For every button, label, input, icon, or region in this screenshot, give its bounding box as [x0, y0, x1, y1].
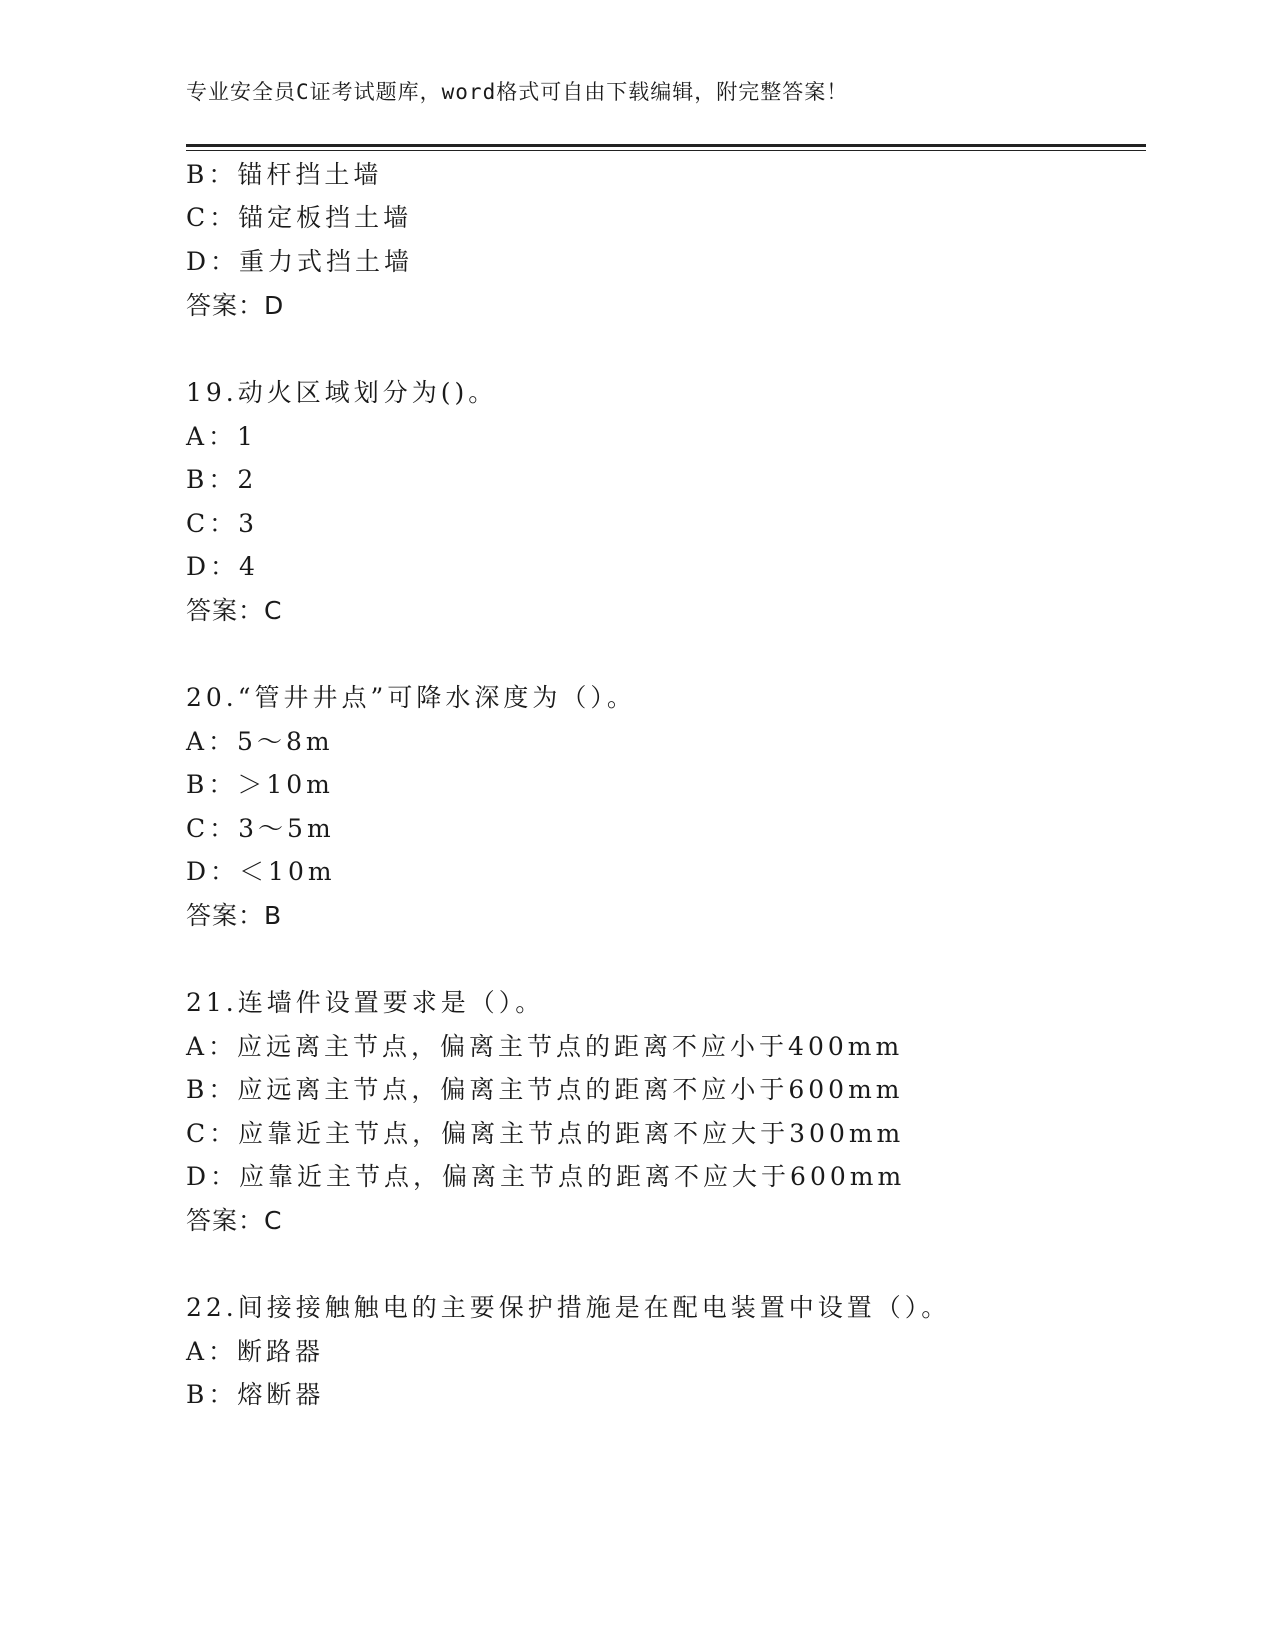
- question-stem: 22.间接接触触电的主要保护措施是在配电装置中设置（）。: [186, 1293, 951, 1322]
- answer: 答案：B: [186, 901, 283, 930]
- option-a: A：5～8m: [186, 727, 334, 756]
- answer: 答案：C: [186, 1206, 283, 1235]
- option-b: B：＞10m: [186, 770, 334, 799]
- option-b: B：熔断器: [186, 1380, 325, 1409]
- question-stem: 19.动火区域划分为()。: [186, 378, 498, 407]
- option-d: D：4: [186, 552, 259, 581]
- answer: 答案：D: [186, 291, 285, 320]
- option-c: C：锚定板挡土墙: [186, 203, 413, 232]
- option-b: B：锚杆挡土墙: [186, 160, 383, 189]
- option-a: A：应远离主节点，偏离主节点的距离不应小于400mm: [186, 1032, 904, 1061]
- question-stem: 20.“管井井点”可降水深度为（）。: [186, 683, 636, 712]
- option-d: D：应靠近主节点，偏离主节点的距离不应大于600mm: [186, 1162, 906, 1191]
- option-c: C：3～5m: [186, 814, 335, 843]
- answer: 答案：C: [186, 596, 283, 625]
- option-a: A：1: [186, 422, 257, 451]
- option-a: A：断路器: [186, 1337, 325, 1366]
- option-c: C：应靠近主节点，偏离主节点的距离不应大于300mm: [186, 1119, 905, 1148]
- option-d: D：重力式挡土墙: [186, 247, 414, 276]
- option-b: B：应远离主节点，偏离主节点的距离不应小于600mm: [186, 1075, 904, 1104]
- question-stem: 21.连墙件设置要求是（）。: [186, 988, 545, 1017]
- option-b: B：2: [186, 465, 258, 494]
- option-d: D：＜10m: [186, 857, 336, 886]
- option-c: C：3: [186, 509, 259, 538]
- header-divider-thick: [186, 144, 1146, 147]
- header-divider-thin: [186, 150, 1146, 151]
- page-header: 专业安全员C证考试题库，word格式可自由下载编辑，附完整答案！: [186, 80, 849, 104]
